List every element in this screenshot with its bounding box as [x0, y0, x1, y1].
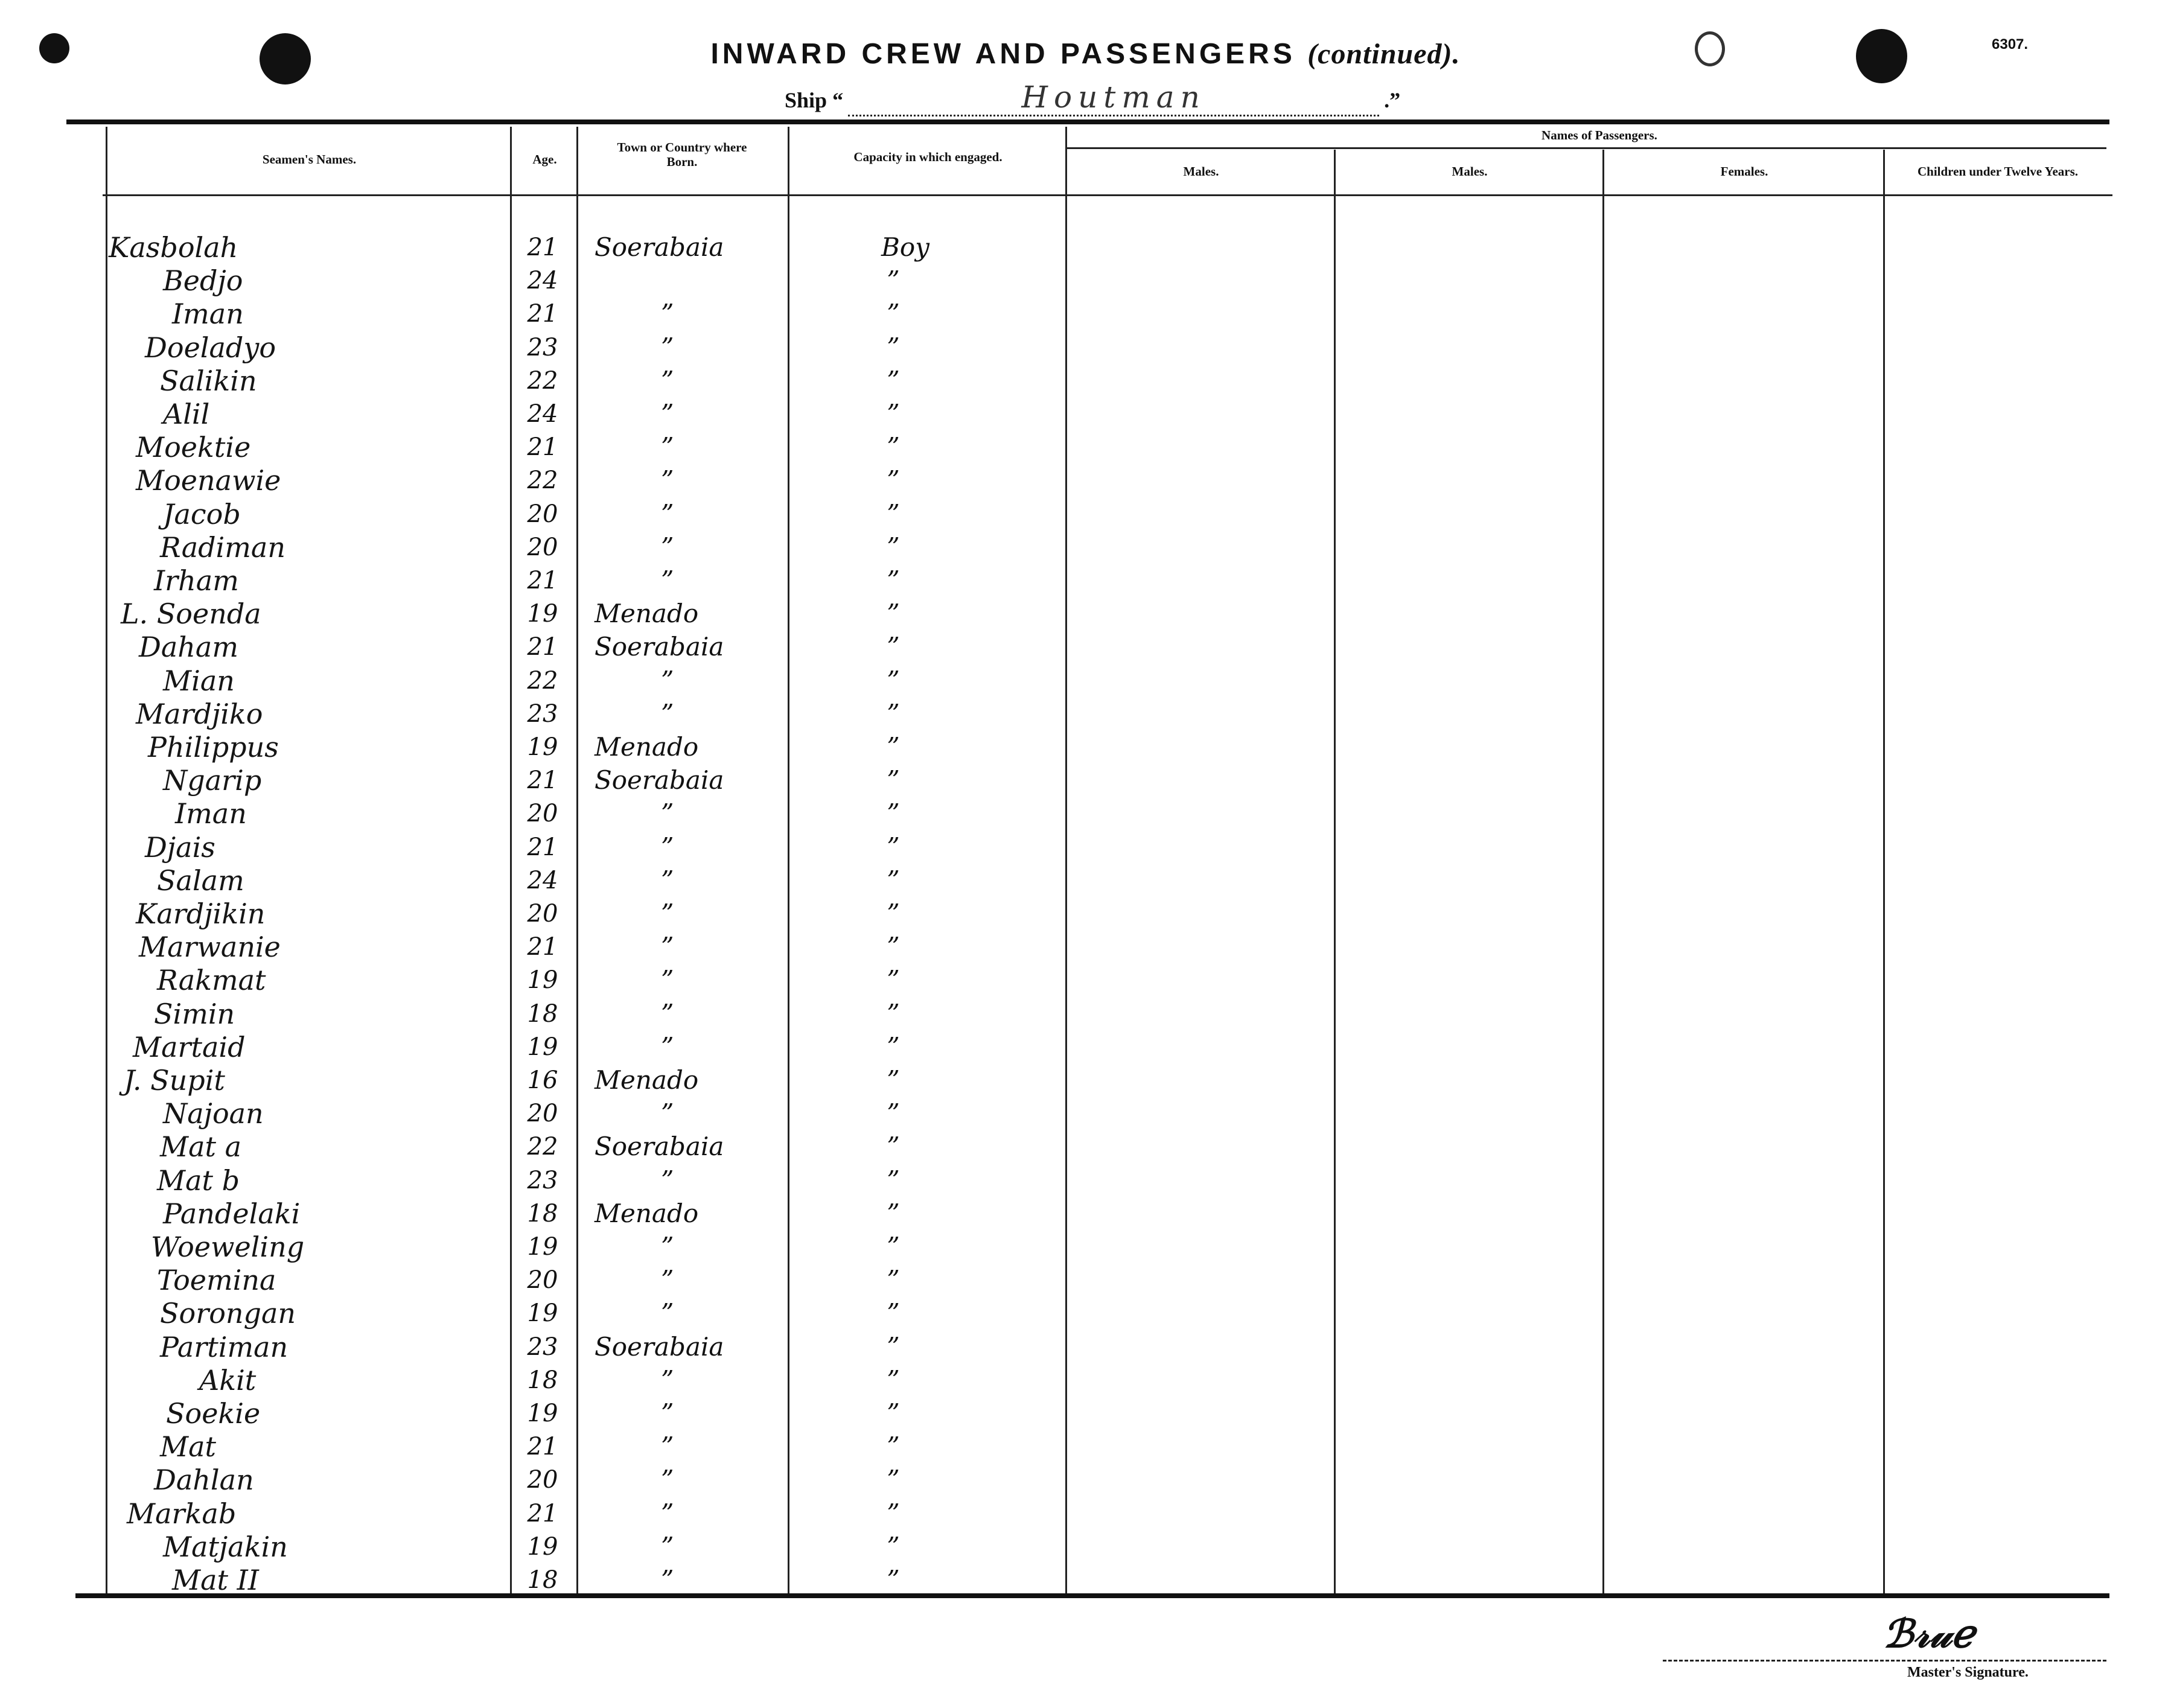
seaman-capacity: ” — [887, 1132, 900, 1161]
seaman-birthplace: ” — [661, 333, 674, 362]
seaman-birthplace: ” — [661, 1532, 674, 1561]
seaman-birthplace: ” — [661, 899, 674, 928]
seaman-capacity: ” — [887, 1332, 900, 1362]
seaman-name: Salam — [157, 864, 244, 897]
seaman-age: 21 — [527, 633, 558, 661]
seaman-name: Alil — [163, 398, 210, 430]
column-divider — [510, 127, 512, 1593]
seaman-age: 21 — [527, 1433, 558, 1461]
ship-name: Houtman — [848, 80, 1379, 116]
seaman-age: 18 — [527, 1366, 558, 1394]
seaman-capacity: ” — [887, 366, 900, 395]
seaman-age: 18 — [527, 1566, 558, 1594]
seaman-birthplace: ” — [661, 299, 674, 328]
header-males-1: Males. — [1183, 164, 1219, 179]
seaman-name: Radiman — [160, 531, 285, 564]
seaman-name: Djais — [145, 831, 215, 864]
seaman-name: Kardjikin — [136, 897, 266, 930]
title-main: INWARD CREW AND PASSENGERS — [710, 38, 1296, 70]
seaman-age: 18 — [527, 1000, 558, 1028]
column-divider — [1334, 150, 1336, 1593]
seaman-age: 21 — [527, 300, 558, 328]
seaman-capacity: ” — [887, 965, 900, 995]
seaman-name: Salikin — [160, 365, 257, 397]
seaman-name: Najoan — [163, 1097, 264, 1130]
seaman-name: Moektie — [136, 431, 251, 464]
seaman-name: Matjakin — [163, 1531, 288, 1563]
column-divider — [576, 127, 578, 1593]
seaman-age: 22 — [527, 367, 558, 395]
seaman-birthplace: ” — [661, 499, 674, 529]
seaman-birthplace: ” — [661, 1432, 674, 1461]
seaman-name: Rakmat — [157, 964, 266, 996]
header-males-2: Males. — [1452, 164, 1488, 179]
passenger-header-rule — [1065, 147, 2106, 149]
seaman-name: Doeladyo — [145, 331, 276, 364]
seaman-birthplace: ” — [661, 965, 674, 995]
header-seamen-names: Seamen's Names. — [262, 152, 357, 167]
seaman-age: 20 — [527, 900, 558, 928]
column-divider — [1883, 150, 1885, 1593]
seaman-age: 20 — [527, 500, 558, 528]
page-number: 6307. — [1992, 36, 2029, 53]
signature-label: Master's Signature. — [1907, 1665, 2029, 1680]
seaman-age: 18 — [527, 1200, 558, 1228]
seaman-capacity: ” — [887, 1199, 900, 1228]
seaman-capacity: Boy — [881, 232, 929, 262]
seaman-birthplace: ” — [661, 1565, 674, 1595]
seaman-capacity: ” — [887, 865, 900, 895]
seaman-birthplace: ” — [661, 1232, 674, 1261]
seaman-name: Daham — [139, 631, 238, 663]
seaman-age: 23 — [527, 700, 558, 728]
seaman-birthplace: ” — [661, 1032, 674, 1062]
seaman-name: Sorongan — [160, 1297, 296, 1330]
seaman-name: L. Soenda — [121, 597, 261, 630]
header-children: Children under Twelve Years. — [1917, 164, 2079, 179]
seaman-age: 22 — [527, 1133, 558, 1161]
seaman-name: Mat a — [160, 1130, 242, 1163]
seaman-birthplace: ” — [661, 999, 674, 1028]
seaman-capacity: ” — [887, 1465, 900, 1494]
seaman-capacity: ” — [887, 566, 900, 595]
seaman-age: 19 — [527, 966, 558, 994]
seaman-name: Philippus — [148, 731, 279, 763]
seaman-name: Jacob — [163, 498, 241, 531]
seaman-age: 19 — [527, 1233, 558, 1261]
seaman-capacity: ” — [887, 1065, 900, 1095]
seaman-birthplace: ” — [661, 1098, 674, 1128]
seaman-birthplace: Menado — [595, 732, 699, 762]
seaman-name: Mat — [160, 1430, 217, 1463]
seaman-birthplace: Menado — [595, 599, 699, 628]
seaman-capacity: ” — [887, 699, 900, 728]
seaman-birthplace: Soerabaia — [595, 232, 724, 262]
seaman-name: Soekie — [166, 1397, 261, 1430]
seaman-birthplace: ” — [661, 1499, 674, 1528]
seaman-birthplace: Menado — [595, 1065, 699, 1095]
seaman-birthplace: ” — [661, 1265, 674, 1295]
seaman-age: 19 — [527, 733, 558, 761]
header-passengers: Names of Passengers. — [1541, 128, 1657, 142]
seaman-capacity: ” — [887, 599, 900, 628]
title-continued: (continued). — [1307, 38, 1461, 70]
seaman-age: 19 — [527, 600, 558, 628]
page-title — [0, 37, 2171, 71]
seaman-name: Mardjiko — [136, 698, 263, 730]
seaman-age: 20 — [527, 534, 558, 561]
seaman-capacity: ” — [887, 1365, 900, 1395]
seaman-name: Moenawie — [136, 464, 281, 497]
seaman-birthplace: Menado — [595, 1199, 699, 1228]
seaman-age: 21 — [527, 234, 558, 261]
seaman-age: 24 — [527, 267, 558, 295]
seaman-age: 19 — [527, 1533, 558, 1561]
seaman-age: 23 — [527, 334, 558, 362]
column-divider — [1602, 150, 1604, 1593]
seaman-name: Irham — [154, 564, 239, 597]
seaman-birthplace: ” — [661, 366, 674, 395]
seaman-capacity: ” — [887, 899, 900, 928]
seaman-birthplace: ” — [661, 1365, 674, 1395]
seaman-name: Iman — [175, 797, 247, 830]
seaman-name: Toemina — [157, 1264, 276, 1296]
seaman-age: 24 — [527, 867, 558, 894]
seaman-birthplace: ” — [661, 566, 674, 595]
seaman-birthplace: Soerabaia — [595, 1332, 724, 1362]
ship-line — [785, 80, 1400, 116]
seaman-capacity: ” — [887, 1499, 900, 1528]
seaman-name: Dahlan — [154, 1464, 254, 1496]
seaman-capacity: ” — [887, 266, 900, 295]
seaman-capacity: ” — [887, 1432, 900, 1461]
seaman-name: Mian — [163, 664, 235, 697]
seaman-birthplace: ” — [661, 666, 674, 695]
header-age: Age. — [532, 152, 557, 167]
seaman-age: 20 — [527, 1466, 558, 1494]
seaman-birthplace: ” — [661, 699, 674, 728]
seaman-capacity: ” — [887, 532, 900, 562]
seaman-age: 16 — [527, 1066, 558, 1094]
seaman-age: 22 — [527, 667, 558, 695]
seaman-capacity: ” — [887, 465, 900, 495]
seaman-name: Kasbolah — [109, 231, 238, 264]
seaman-capacity: ” — [887, 832, 900, 862]
seaman-birthplace: ” — [661, 465, 674, 495]
seaman-capacity: ” — [887, 999, 900, 1028]
seaman-name: Ngarip — [163, 764, 262, 797]
seaman-age: 21 — [527, 567, 558, 594]
seaman-age: 21 — [527, 1500, 558, 1528]
seaman-age: 21 — [527, 433, 558, 461]
seaman-birthplace: ” — [661, 1398, 674, 1428]
header-bottom-rule — [103, 194, 2112, 196]
seaman-birthplace: ” — [661, 1298, 674, 1328]
seaman-birthplace: ” — [661, 432, 674, 462]
seaman-name: Mat II — [172, 1564, 259, 1596]
seaman-age: 20 — [527, 1266, 558, 1294]
seaman-capacity: ” — [887, 1265, 900, 1295]
seaman-capacity: ” — [887, 632, 900, 661]
seaman-age: 22 — [527, 467, 558, 494]
seaman-age: 23 — [527, 1333, 558, 1361]
seaman-capacity: ” — [887, 499, 900, 529]
seaman-age: 23 — [527, 1167, 558, 1194]
header-town: Town or Country where Born. — [617, 140, 747, 169]
seaman-age: 19 — [527, 1033, 558, 1061]
table-top-rule — [66, 119, 2109, 124]
seaman-capacity: ” — [887, 798, 900, 828]
seaman-capacity: ” — [887, 666, 900, 695]
seaman-capacity: ” — [887, 732, 900, 762]
seaman-age: 19 — [527, 1299, 558, 1327]
seaman-name: Markab — [127, 1497, 237, 1530]
seaman-birthplace: ” — [661, 865, 674, 895]
seaman-age: 20 — [527, 1100, 558, 1127]
seaman-age: 21 — [527, 833, 558, 861]
seaman-name: Mat b — [157, 1164, 240, 1197]
seaman-age: 19 — [527, 1400, 558, 1427]
seaman-capacity: ” — [887, 1232, 900, 1261]
seaman-name: Iman — [172, 298, 244, 330]
seaman-birthplace: ” — [661, 798, 674, 828]
seaman-capacity: ” — [887, 1565, 900, 1595]
seaman-birthplace: ” — [661, 532, 674, 562]
seaman-capacity: ” — [887, 1532, 900, 1561]
seaman-age: 20 — [527, 800, 558, 827]
seaman-birthplace: ” — [661, 399, 674, 429]
header-capacity: Capacity in which engaged. — [853, 150, 1003, 164]
seaman-age: 21 — [527, 766, 558, 794]
seaman-birthplace: ” — [661, 832, 674, 862]
seaman-capacity: ” — [887, 932, 900, 961]
seaman-name: J. Supit — [124, 1064, 225, 1097]
ship-close-quote: .” — [1384, 88, 1401, 112]
seaman-capacity: ” — [887, 1098, 900, 1128]
seaman-capacity: ” — [887, 1398, 900, 1428]
column-divider — [1065, 127, 1067, 1593]
seaman-capacity: ” — [887, 399, 900, 429]
seaman-birthplace: Soerabaia — [595, 1132, 724, 1161]
master-signature: ℬ𝓇𝓊ℯ — [1883, 1611, 1974, 1657]
ship-label: Ship — [785, 88, 827, 112]
seaman-name: Woeweling — [151, 1231, 305, 1263]
ship-open-quote: “ — [832, 88, 844, 112]
seaman-name: Akit — [199, 1364, 257, 1397]
seaman-birthplace: ” — [661, 1165, 674, 1195]
seaman-capacity: ” — [887, 1032, 900, 1062]
seaman-capacity: ” — [887, 299, 900, 328]
column-divider — [106, 127, 107, 1593]
seaman-birthplace: Soerabaia — [595, 765, 724, 795]
seaman-birthplace: ” — [661, 1465, 674, 1494]
seaman-age: 24 — [527, 400, 558, 428]
seaman-name: Marwanie — [139, 931, 281, 963]
seaman-birthplace: ” — [661, 932, 674, 961]
seaman-capacity: ” — [887, 333, 900, 362]
table-bottom-rule — [75, 1593, 2109, 1598]
header-females: Females. — [1720, 164, 1768, 179]
seaman-name: Partiman — [160, 1331, 289, 1363]
seaman-birthplace: Soerabaia — [595, 632, 724, 661]
seaman-capacity: ” — [887, 1298, 900, 1328]
seaman-capacity: ” — [887, 432, 900, 462]
seaman-name: Martaid — [133, 1031, 246, 1063]
seaman-capacity: ” — [887, 1165, 900, 1195]
seaman-name: Simin — [154, 998, 235, 1030]
seaman-age: 21 — [527, 933, 558, 961]
signature-line — [1663, 1660, 2106, 1662]
seaman-name: Pandelaki — [163, 1197, 301, 1230]
seaman-name: Bedjo — [163, 264, 243, 297]
seaman-capacity: ” — [887, 765, 900, 795]
